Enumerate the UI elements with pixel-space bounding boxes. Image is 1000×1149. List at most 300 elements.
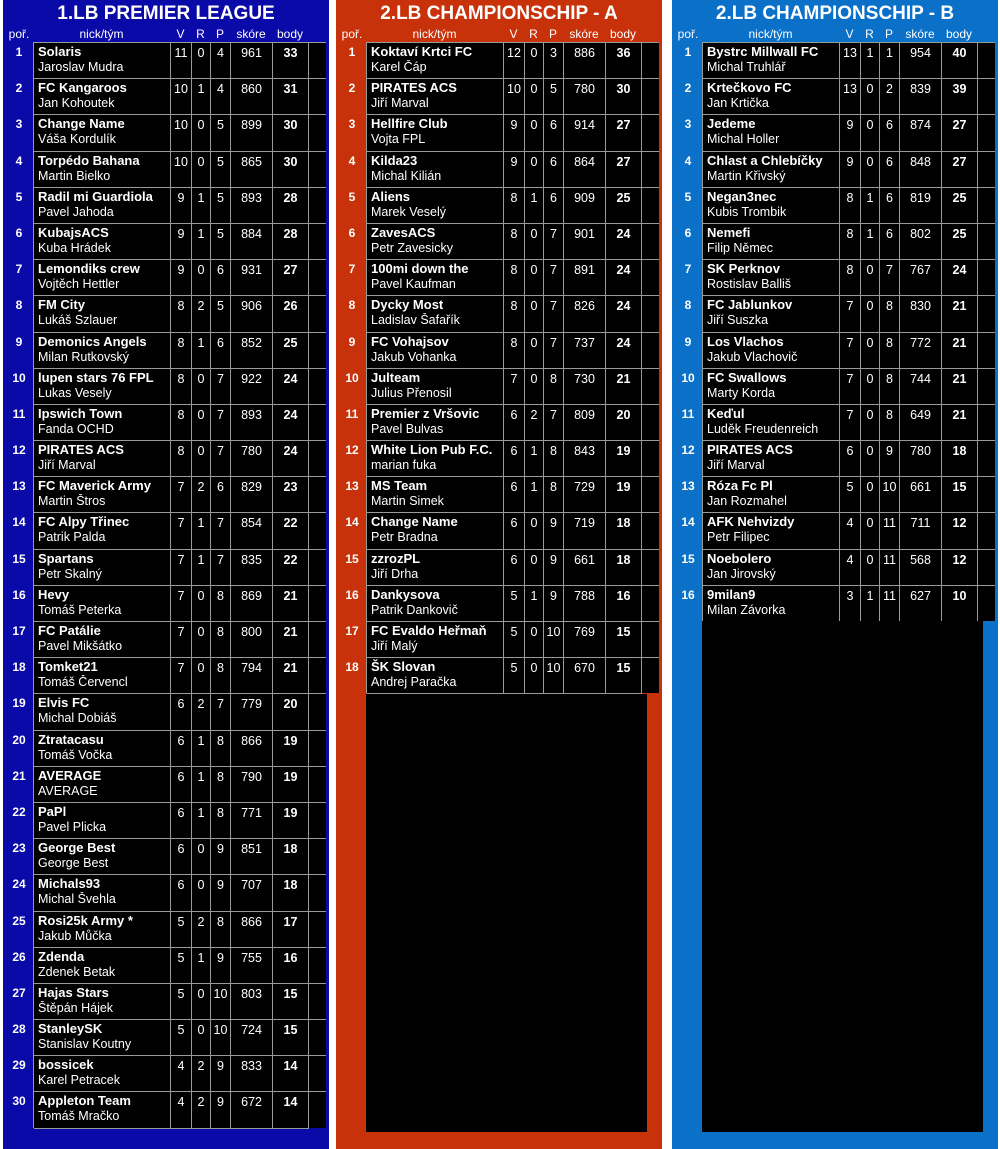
team-cell (703, 405, 840, 441)
table-row (6, 114, 326, 150)
rank-cell: 27 (12, 985, 26, 1000)
team-cell (703, 477, 840, 513)
row-cells (702, 114, 995, 150)
team-cell (34, 1092, 171, 1128)
score-cell: 893 (231, 188, 273, 224)
wins-cell: 12 (504, 43, 525, 79)
rank-cell: 1 (15, 45, 23, 59)
table-row (339, 585, 659, 621)
rank-cell: 11 (681, 406, 695, 421)
team-owner: Patrik Dankovič (371, 602, 458, 617)
draws-cell: 2 (192, 477, 211, 513)
points-cell: 15 (606, 622, 642, 658)
team-nick: Change Name (38, 116, 125, 132)
points-cell: 18 (273, 839, 309, 875)
points-cell: 12 (942, 513, 978, 549)
table-row (6, 440, 326, 476)
draws-cell: 1 (192, 948, 211, 984)
team-owner: Tomáš Červencl (38, 675, 128, 690)
score-cell: 835 (231, 550, 273, 586)
team-owner: Jiří Malý (371, 639, 418, 653)
draws-cell: 0 (861, 115, 880, 151)
team-owner: Michal Švehla (38, 892, 116, 907)
rank-cell: 15 (345, 551, 359, 566)
team-owner: Váša Kordulík (38, 132, 116, 147)
team-cell (34, 658, 171, 694)
score-cell: 860 (231, 79, 273, 115)
row-cells (366, 114, 659, 150)
rank-cell: 18 (345, 660, 359, 675)
wins-cell: 10 (171, 79, 192, 115)
losses-cell: 5 (211, 296, 231, 332)
points-cell: 24 (942, 260, 978, 296)
team-nick: Zdenda (38, 948, 85, 964)
points-cell: 14 (273, 1092, 309, 1128)
table-row (675, 78, 995, 114)
losses-cell: 7 (544, 405, 564, 441)
row-cells (366, 657, 659, 693)
team-nick: KubajsACS (38, 224, 109, 240)
points-cell: 24 (606, 333, 642, 369)
draws-cell: 0 (525, 296, 544, 332)
score-cell: 672 (231, 1092, 273, 1128)
points-cell: 30 (273, 152, 309, 188)
league-title: 1.LB PREMIER LEAGUE (57, 3, 275, 24)
row-cells (366, 621, 659, 657)
score-cell: 724 (231, 1020, 273, 1056)
losses-cell: 9 (211, 1092, 231, 1128)
rank-cell: 4 (348, 153, 356, 168)
losses-cell: 11 (880, 550, 900, 586)
points-cell: 16 (606, 586, 642, 622)
team-cell (34, 586, 171, 622)
row-cells (33, 549, 326, 585)
wins-cell: 7 (840, 369, 861, 405)
rank-cell: 3 (15, 117, 23, 132)
score-cell: 866 (231, 912, 273, 948)
points-cell: 18 (606, 513, 642, 549)
team-owner: Jan Jirovský (707, 566, 776, 581)
draws-cell: 2 (192, 1092, 211, 1128)
draws-cell: 0 (525, 260, 544, 296)
rank-cell: 6 (684, 225, 692, 240)
team-cell (367, 441, 504, 477)
header-v: V (845, 27, 854, 41)
losses-cell: 7 (211, 369, 231, 405)
header-r: R (529, 27, 538, 41)
table-row (675, 404, 995, 440)
team-nick: Los Vlachos (707, 333, 784, 349)
table-row (339, 151, 659, 187)
team-owner: Jiří Marval (707, 458, 765, 473)
team-nick: Hajas Stars (38, 984, 109, 1000)
row-cells (702, 440, 995, 476)
team-cell (34, 694, 171, 730)
points-cell: 15 (942, 477, 978, 513)
points-cell: 21 (606, 369, 642, 405)
wins-cell: 9 (840, 115, 861, 151)
wins-cell: 4 (171, 1056, 192, 1092)
score-cell: 755 (231, 948, 273, 984)
team-cell (34, 803, 171, 839)
points-cell: 28 (273, 224, 309, 260)
header-points: body (945, 27, 973, 41)
team-cell (703, 586, 840, 622)
losses-cell: 6 (544, 152, 564, 188)
draws-cell: 1 (525, 188, 544, 224)
rank-cell: 15 (12, 551, 26, 566)
rank-cell: 17 (12, 624, 26, 638)
table-row (339, 657, 659, 693)
wins-cell: 7 (840, 296, 861, 332)
team-cell (34, 224, 171, 260)
rank-cell: 1 (348, 45, 356, 59)
team-nick: Premier z Vršovic (371, 405, 480, 421)
team-nick: PIRATES ACS (38, 442, 124, 458)
score-cell: 843 (564, 441, 606, 477)
score-cell: 790 (231, 767, 273, 803)
rank-cell: 26 (12, 949, 26, 964)
wins-cell: 7 (171, 586, 192, 622)
wins-cell: 9 (504, 115, 525, 151)
rank-cell: 16 (345, 587, 359, 602)
score-cell: 854 (231, 513, 273, 549)
team-nick: FC Evaldo Heřmaň (371, 623, 487, 638)
team-nick: Rosi25k Army * (38, 912, 133, 928)
team-owner: George Best (38, 856, 109, 871)
team-nick: FC Kangaroos (38, 80, 127, 96)
team-cell (367, 333, 504, 369)
losses-cell: 8 (211, 912, 231, 948)
draws-cell: 0 (525, 550, 544, 586)
points-cell: 18 (273, 875, 309, 911)
team-nick: Elvis FC (38, 695, 90, 711)
wins-cell: 5 (504, 586, 525, 622)
team-owner: marian fuka (371, 458, 437, 473)
team-nick: Solaris (38, 44, 82, 59)
rank-cell: 14 (681, 515, 695, 530)
team-nick: Koktaví Krtci FC (371, 44, 473, 59)
table-row (339, 187, 659, 223)
row-cells (33, 114, 326, 150)
team-cell (34, 948, 171, 984)
rank-cell: 13 (12, 479, 26, 494)
draws-cell: 1 (192, 224, 211, 260)
standings-table (339, 42, 659, 693)
team-cell (703, 224, 840, 260)
score-cell: 769 (564, 622, 606, 658)
row-cells (33, 78, 326, 114)
team-cell (703, 43, 840, 79)
points-cell: 19 (273, 803, 309, 839)
row-cells (366, 332, 659, 368)
wins-cell: 8 (171, 369, 192, 405)
score-cell: 848 (900, 152, 942, 188)
team-nick: Radil mi Guardiola (38, 188, 153, 204)
wins-cell: 10 (504, 79, 525, 115)
score-cell: 707 (231, 875, 273, 911)
row-cells (702, 223, 995, 259)
losses-cell: 6 (880, 152, 900, 188)
draws-cell: 0 (525, 513, 544, 549)
points-cell: 20 (273, 694, 309, 730)
team-nick: Ipswich Town (38, 405, 123, 421)
losses-cell: 10 (211, 1020, 231, 1056)
rank-cell: 10 (12, 370, 26, 385)
table-row (675, 259, 995, 295)
table-row (339, 404, 659, 440)
row-cells (33, 223, 326, 259)
team-owner: Jiří Drha (371, 566, 419, 581)
points-cell: 21 (942, 296, 978, 332)
team-owner: Vojta FPL (371, 132, 426, 147)
team-cell (367, 405, 504, 441)
points-cell: 22 (273, 550, 309, 586)
team-nick: Spartans (38, 550, 94, 566)
team-owner: Jiří Marval (38, 458, 96, 473)
team-cell (34, 369, 171, 405)
team-cell (34, 115, 171, 151)
team-owner: Karel Petracek (38, 1073, 120, 1088)
losses-cell: 8 (211, 731, 231, 767)
team-owner: Jan Rozmahel (707, 494, 787, 509)
wins-cell: 8 (504, 260, 525, 296)
table-row (675, 549, 995, 585)
team-cell (34, 1056, 171, 1092)
table-row (6, 874, 326, 910)
points-cell: 15 (606, 658, 642, 694)
losses-cell: 6 (211, 260, 231, 296)
table-row (6, 730, 326, 766)
losses-cell: 6 (211, 333, 231, 369)
team-cell (703, 152, 840, 188)
losses-cell: 8 (880, 296, 900, 332)
wins-cell: 4 (840, 550, 861, 586)
table-row (6, 693, 326, 729)
wins-cell: 5 (504, 658, 525, 694)
points-cell: 24 (273, 405, 309, 441)
score-cell: 670 (564, 658, 606, 694)
draws-cell: 0 (861, 333, 880, 369)
team-nick: Negan3nec (707, 188, 777, 204)
team-cell (703, 115, 840, 151)
team-owner: Jakub Vlachovič (707, 349, 798, 364)
rank-cell: 4 (15, 153, 23, 168)
score-cell: 744 (900, 369, 942, 405)
losses-cell: 1 (880, 43, 900, 79)
losses-cell: 7 (544, 296, 564, 332)
score-cell: 800 (231, 622, 273, 658)
league-title: 2.LB CHAMPIONSCHIP - B (715, 3, 955, 24)
score-cell: 886 (564, 43, 606, 79)
row-cells (33, 585, 326, 621)
wins-cell: 8 (504, 296, 525, 332)
points-cell: 21 (942, 333, 978, 369)
score-cell: 830 (900, 296, 942, 332)
rank-cell: 9 (684, 334, 692, 349)
team-nick: FC Swallows (707, 369, 787, 385)
row-cells (33, 983, 326, 1019)
row-cells (33, 332, 326, 368)
wins-cell: 6 (171, 694, 192, 730)
points-cell: 19 (606, 441, 642, 477)
table-row (339, 440, 659, 476)
row-cells (33, 874, 326, 910)
team-cell (703, 296, 840, 332)
column-header-row (675, 26, 995, 42)
table-row (6, 947, 326, 983)
draws-cell: 2 (192, 912, 211, 948)
losses-cell: 5 (211, 188, 231, 224)
team-owner: Petr Filipec (707, 530, 770, 545)
row-cells (702, 42, 995, 78)
score-cell: 906 (231, 296, 273, 332)
header-score: skóre (569, 27, 599, 41)
team-nick: Nemefi (707, 224, 751, 240)
points-cell: 27 (273, 260, 309, 296)
draws-cell: 0 (525, 658, 544, 694)
header-v: V (509, 27, 518, 41)
row-cells (33, 259, 326, 295)
team-nick: Chlast a Chlebíčky (707, 152, 823, 168)
wins-cell: 4 (171, 1092, 192, 1128)
draws-cell: 0 (192, 405, 211, 441)
score-cell: 794 (231, 658, 273, 694)
points-cell: 28 (273, 188, 309, 224)
score-cell: 833 (231, 1056, 273, 1092)
draws-cell: 1 (192, 333, 211, 369)
points-cell: 24 (606, 296, 642, 332)
rank-cell: 23 (12, 841, 26, 856)
rank-cell: 28 (12, 1022, 26, 1037)
table-row (339, 223, 659, 259)
rank-cell: 12 (681, 443, 695, 458)
losses-cell: 7 (544, 224, 564, 260)
column-header-row (339, 26, 659, 42)
team-nick: Demonics Angels (38, 333, 147, 349)
draws-cell: 0 (192, 875, 211, 911)
team-owner: Patrik Palda (38, 530, 106, 545)
draws-cell: 2 (525, 405, 544, 441)
table-row (6, 657, 326, 693)
losses-cell: 9 (211, 948, 231, 984)
team-nick: AFK Nehvizdy (707, 514, 795, 530)
team-owner: Tomáš Mračko (38, 1109, 120, 1124)
table-row (6, 983, 326, 1019)
wins-cell: 13 (840, 43, 861, 79)
table-row (6, 368, 326, 404)
rank-cell: 11 (345, 406, 359, 421)
team-owner: Petr Zavesicky (371, 240, 453, 255)
draws-cell: 0 (525, 115, 544, 151)
wins-cell: 11 (171, 43, 192, 79)
wins-cell: 6 (171, 875, 192, 911)
score-cell: 780 (231, 441, 273, 477)
team-owner: Vojtěch Hettler (38, 277, 120, 292)
team-nick: PIRATES ACS (707, 442, 793, 458)
team-owner: Julius Přenosil (371, 385, 452, 400)
losses-cell: 7 (211, 550, 231, 586)
score-cell: 627 (900, 586, 942, 622)
row-cells (702, 187, 995, 223)
points-cell: 21 (942, 369, 978, 405)
team-owner: Luděk Freudenreich (707, 421, 819, 436)
draws-cell: 1 (192, 513, 211, 549)
score-cell: 899 (231, 115, 273, 151)
points-cell: 21 (942, 405, 978, 441)
wins-cell: 7 (171, 658, 192, 694)
team-cell (367, 188, 504, 224)
row-cells (366, 549, 659, 585)
draws-cell: 2 (192, 694, 211, 730)
team-nick: Noebolero (707, 550, 772, 566)
table-row (6, 295, 326, 331)
team-owner: Michal Kilián (371, 168, 442, 183)
losses-cell: 8 (211, 658, 231, 694)
row-cells (33, 368, 326, 404)
row-cells (33, 802, 326, 838)
header-points: body (276, 27, 304, 41)
team-nick: Julteam (371, 369, 421, 385)
row-cells (33, 838, 326, 874)
team-nick: Change Name (371, 514, 458, 530)
header-name: nick/tým (748, 27, 793, 41)
rank-cell: 8 (684, 298, 692, 313)
team-owner: Milan Závorka (707, 602, 786, 617)
wins-cell: 6 (171, 803, 192, 839)
table-row (675, 223, 995, 259)
row-cells (366, 476, 659, 512)
team-nick: Keďul (707, 405, 745, 421)
points-cell: 15 (273, 984, 309, 1020)
wins-cell: 9 (171, 188, 192, 224)
row-cells (702, 368, 995, 404)
points-cell: 17 (273, 912, 309, 948)
rank-cell: 17 (345, 624, 359, 638)
table-row (6, 802, 326, 838)
table-row (6, 1055, 326, 1091)
row-cells (33, 476, 326, 512)
wins-cell: 6 (504, 513, 525, 549)
team-cell (367, 79, 504, 115)
wins-cell: 5 (171, 1020, 192, 1056)
losses-cell: 6 (544, 188, 564, 224)
row-cells (33, 295, 326, 331)
row-cells (33, 512, 326, 548)
wins-cell: 9 (840, 152, 861, 188)
points-cell: 24 (606, 224, 642, 260)
score-cell: 788 (564, 586, 606, 622)
team-nick: MS Team (371, 478, 428, 494)
team-cell (34, 513, 171, 549)
wins-cell: 8 (840, 188, 861, 224)
team-owner: Karel Čáp (371, 60, 427, 74)
empty-table-area (702, 621, 983, 1132)
team-cell (367, 43, 504, 79)
score-cell: 767 (900, 260, 942, 296)
points-cell: 27 (606, 152, 642, 188)
draws-cell: 0 (192, 586, 211, 622)
wins-cell: 6 (504, 441, 525, 477)
draws-cell: 1 (525, 586, 544, 622)
wins-cell: 7 (840, 405, 861, 441)
row-cells (33, 1019, 326, 1055)
wins-cell: 7 (171, 477, 192, 513)
team-nick: White Lion Pub F.C. (371, 442, 493, 458)
score-cell: 729 (564, 477, 606, 513)
team-cell (703, 550, 840, 586)
team-owner: Pavel Bulvas (371, 421, 444, 436)
